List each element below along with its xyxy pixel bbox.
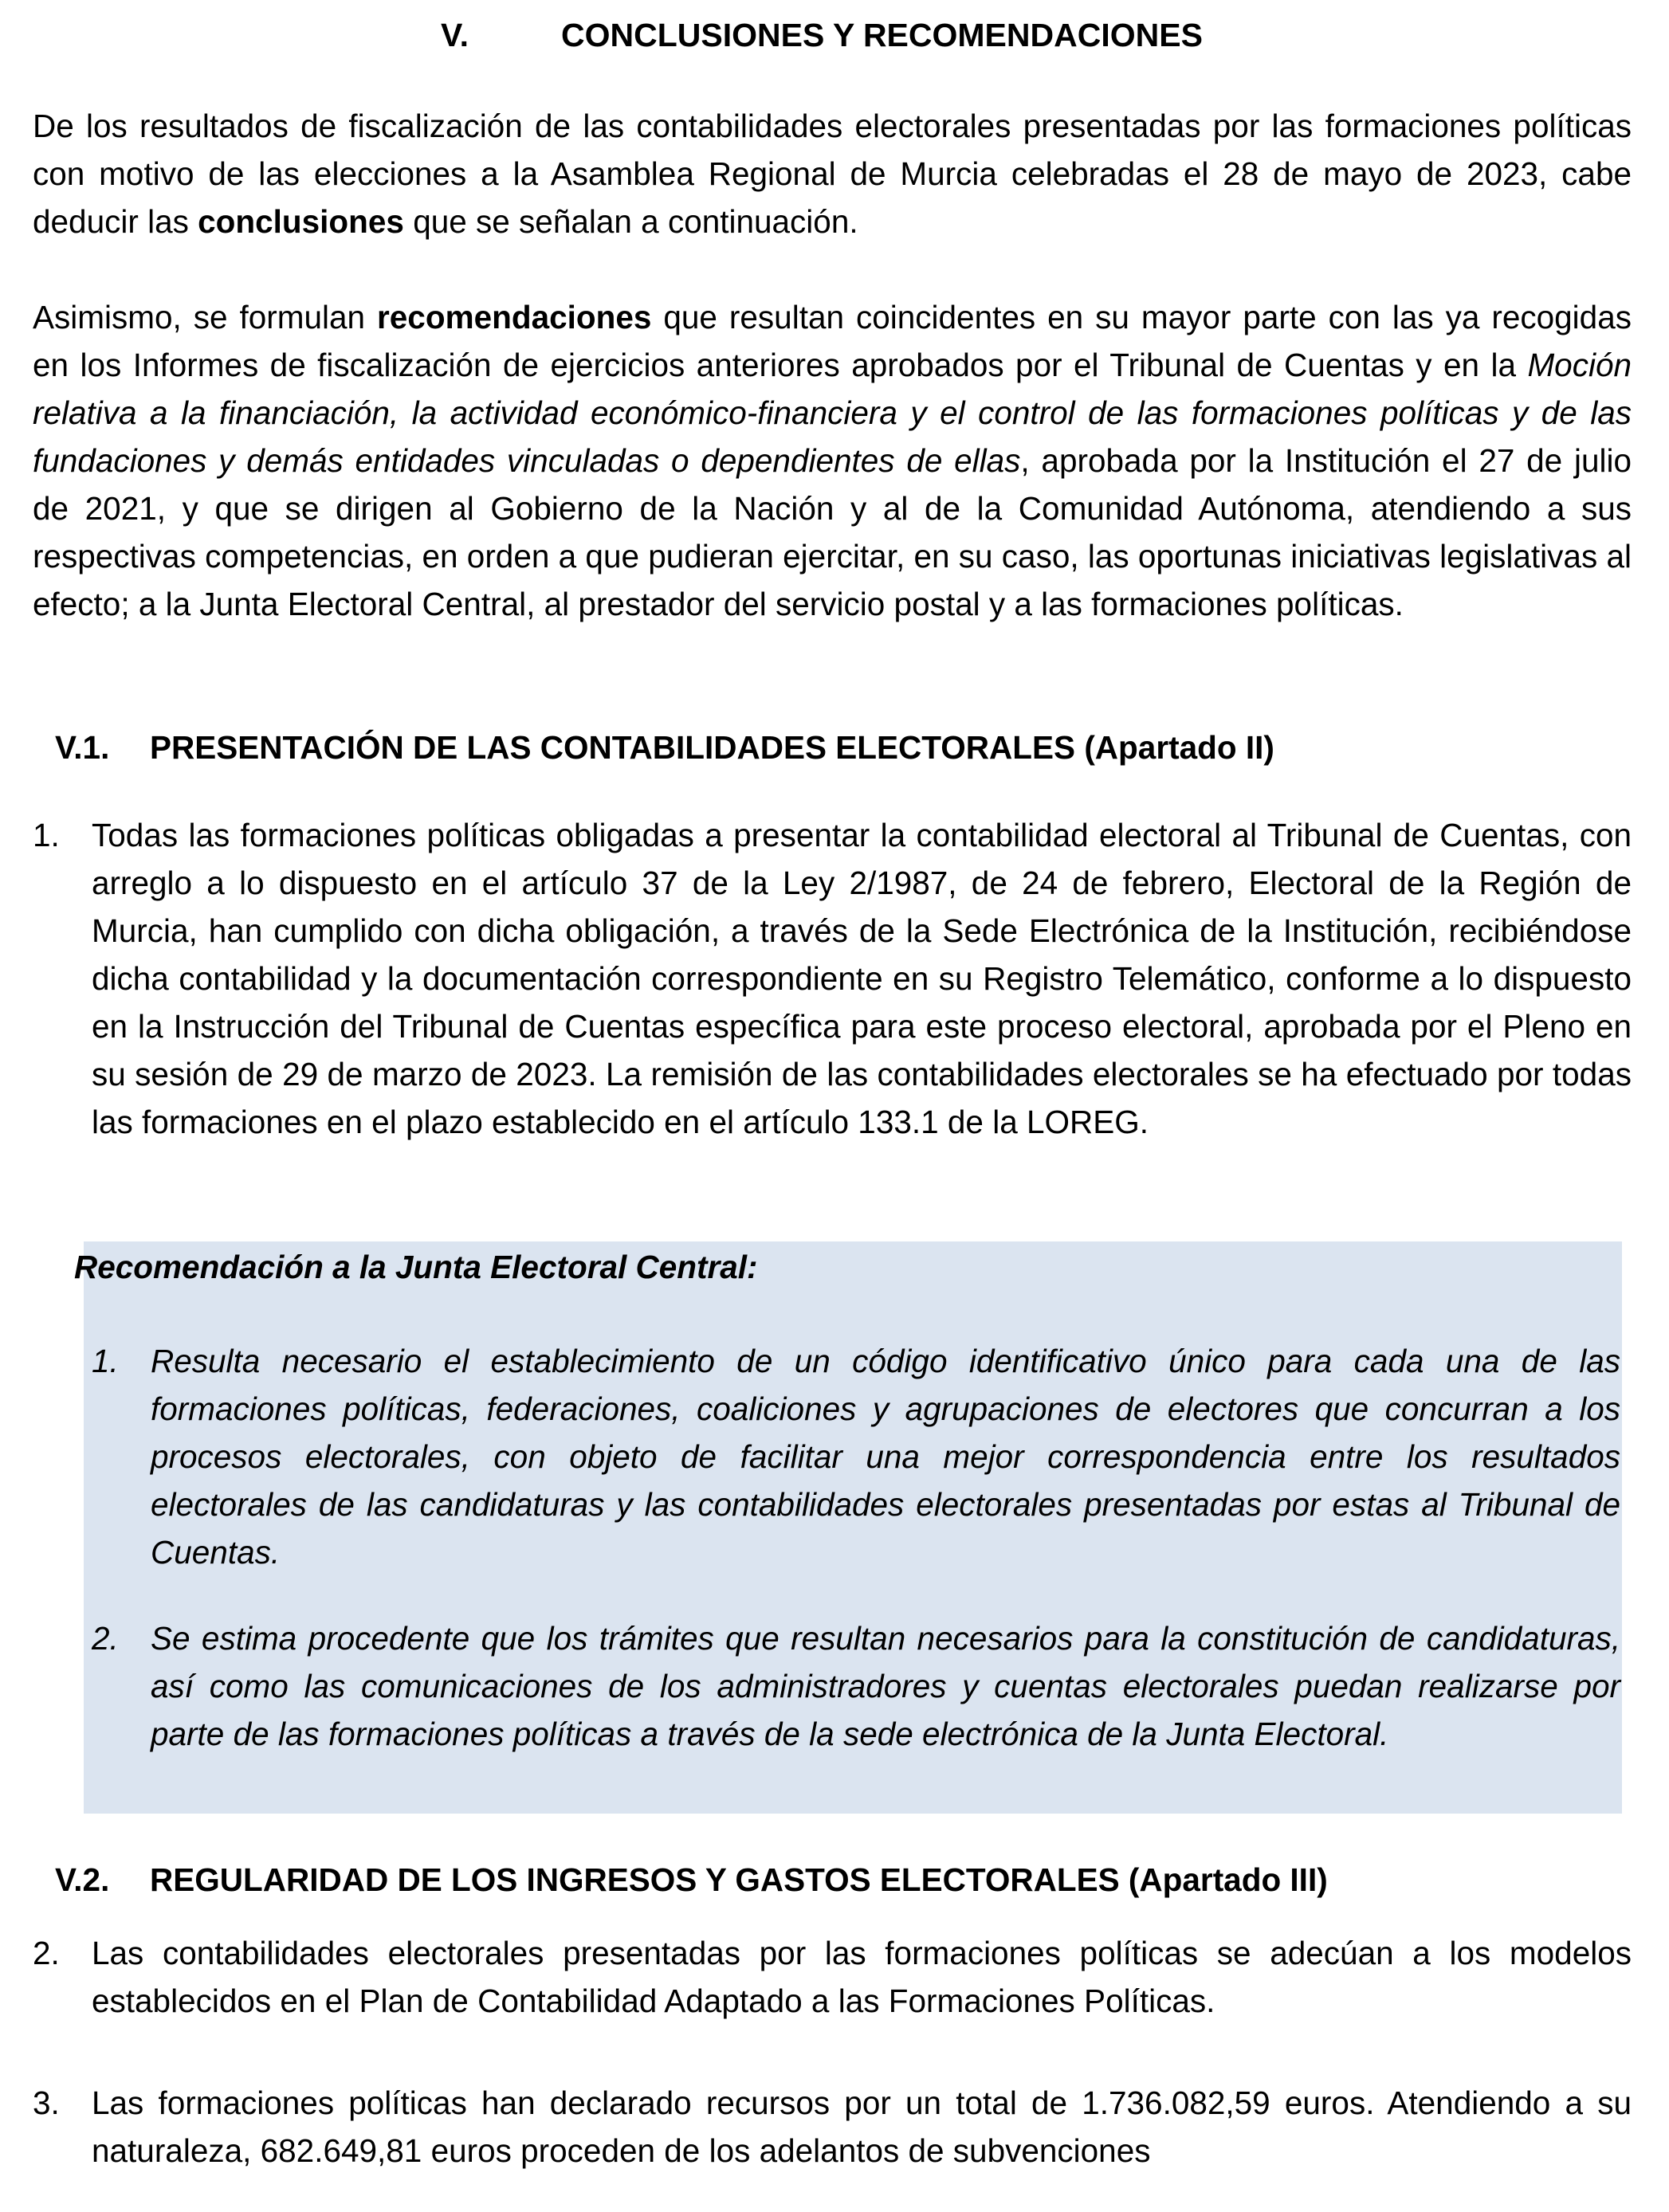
intro-p1-text: De los resultados de fiscalización de las contabilidades electorales presentadas por las formaciones políticas con motivo de las elecciones a la Asamblea Regional de Murcia celebradas el 28 de mayo de 2023, cabe deducir las: [33, 108, 1632, 240]
list-number: 2.: [33, 1935, 60, 1971]
list-item-text: Se estima procedente que los trámites que resultan necesarios para la constitución de candidaturas, así como las comunicaciones de los administradores y cuentas electorales puedan realizarse por parte de las formaciones políticas a través de la sede electrónica de la Junta Electoral.: [151, 1620, 1620, 1752]
conclusion-item-3: [33, 2079, 1632, 2175]
section-title: REGULARIDAD DE LOS INGRESOS Y GASTOS ELECTORALES (Apartado III): [150, 1861, 1328, 1898]
section-number: V.2.: [55, 1861, 110, 1898]
intro-p2-text: Asimismo, se formulan: [33, 299, 378, 335]
list-number: 3.: [33, 2085, 60, 2121]
list-number: 2.: [92, 1620, 119, 1657]
section-title: PRESENTACIÓN DE LAS CONTABILIDADES ELECTORALES (Apartado II): [150, 729, 1274, 766]
intro-p2-end: , aprobada por la Institución el 27 de julio de 2021, y que se dirigen al Gobierno de la Nación y al de la Comunidad Autónoma, atendiendo a sus respectivas competencias, en orden a que pudieran ejercitar, en su caso, las oportunas iniciativas legislativas al efecto; a la Junta Electoral Central, al prestador del servicio postal y a las formaciones políticas.: [33, 442, 1632, 622]
intro-paragraph-2: [33, 293, 1632, 628]
chapter-title: CONCLUSIONES Y RECOMENDACIONES: [561, 17, 1203, 53]
intro-p2-bold: recomendaciones: [377, 299, 652, 335]
list-number: 1.: [92, 1343, 119, 1379]
list-number: 1.: [33, 817, 60, 853]
list-item-text: Las contabilidades electorales presentadas por las formaciones políticas se adecúan a los modelos establecidos en el Plan de Contabilidad Adaptado a las Formaciones Políticas.: [92, 1935, 1632, 2019]
intro-paragraph-1: [33, 102, 1632, 245]
chapter-number: V.: [441, 17, 469, 53]
intro-p1-end: que se señalan a continuación.: [403, 203, 858, 240]
conclusion-item-1: [33, 811, 1632, 1146]
list-item-text: Todas las formaciones políticas obligadas a presentar la contabilidad electoral al Tribunal de Cuentas, con arreglo a lo dispuesto en el artículo 37 de la Ley 2/1987, de 24 de febrero, Electoral de la Región de Murcia, han cumplido con dicha obligación, a través de la Sede Electrónica de la Institución, recibiéndose dicha contabilidad y la documentación correspondiente en su Registro Telemático, conforme a lo dispuesto en la Instrucción del Tribunal de Cuentas específica para este proceso electoral, aprobada por el Pleno en su sesión de 29 de marzo de 2023. La remisión de las contabilidades electorales se ha efectuado por todas las formaciones en el plazo establecido en el artículo 133.1 de la LOREG.: [92, 817, 1632, 1140]
recommendation-item-2: [92, 1614, 1620, 1758]
intro-p1-bold: conclusiones: [198, 203, 404, 240]
list-item-text: Resulta necesario el establecimiento de un código identificativo único para cada una de las formaciones políticas, federaciones, coaliciones y agrupaciones de electores que concurran a los procesos electorales, con objeto de facilitar una mejor correspondencia entre los resultados electorales de las candidaturas y las contabilidades electorales presentadas por estas al Tribunal de Cuentas.: [151, 1343, 1620, 1571]
recommendation-item-1: [92, 1337, 1620, 1576]
list-item-text: Las formaciones políticas han declarado recursos por un total de 1.736.082,59 euros. Atendiendo a su naturaleza, 682.649,81 euros proceden de los adelantos de subvenciones: [92, 2085, 1632, 2169]
recommendation-title: Recomendación a la Junta Electoral Central:: [74, 1249, 758, 1285]
conclusion-item-2: [33, 1929, 1632, 2025]
intro-p2-mid: que resultan coincidentes en su mayor parte con las ya recogidas en los Informes de fiscalización de ejercicios anteriores aprobados por el Tribunal de Cuentas y en la: [33, 299, 1632, 383]
intro-p2-italic: Moción relativa a la financiación, la actividad económico-financiera y el control de las formaciones políticas y de las fundaciones y demás entidades vinculadas o dependientes de ellas: [33, 347, 1632, 479]
section-number: V.1.: [55, 729, 110, 766]
